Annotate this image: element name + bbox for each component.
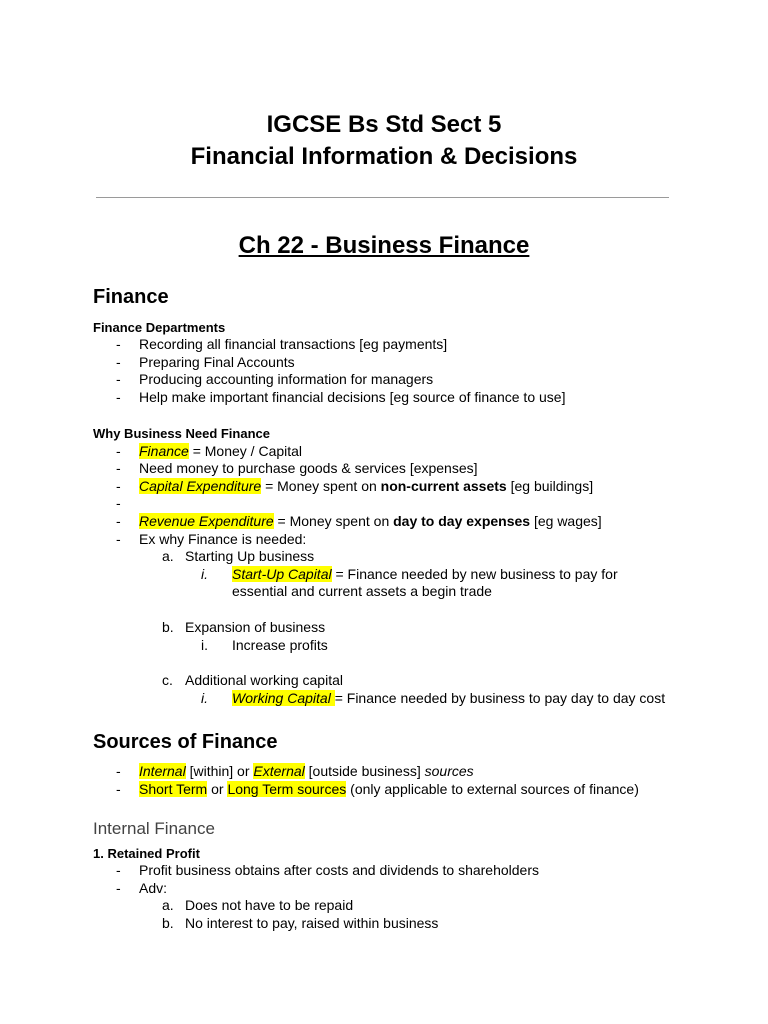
chapter-heading: Ch 22 - Business Finance xyxy=(238,232,530,259)
list-item: Ex why Finance is needed: xyxy=(139,531,307,547)
text: (only applicable to external sources of finance) xyxy=(346,781,639,797)
bullet-dash: - xyxy=(116,781,121,797)
subheading-retained-profit: 1. Retained Profit xyxy=(93,846,200,861)
bullet-dash: - xyxy=(116,862,121,878)
highlighted-term: Capital Expenditure xyxy=(139,478,262,494)
list-item: Adv: xyxy=(139,880,168,896)
list-marker: b. xyxy=(162,915,174,931)
list-marker: i. xyxy=(201,690,208,706)
subheading-why-business-need-finance: Why Business Need Finance xyxy=(93,426,270,441)
list-item-revenue-expenditure xyxy=(139,513,602,529)
list-item-continuation: essential and current assets a begin trade xyxy=(232,583,492,599)
highlighted-term: Finance xyxy=(139,443,189,459)
list-item-finance-definition xyxy=(139,443,302,459)
list-item: Help make important financial decisions [eg source of finance to use] xyxy=(139,389,566,405)
text: [outside business] xyxy=(304,763,425,779)
bullet-dash: - xyxy=(116,531,121,547)
document-title-line2: Financial Information & Decisions xyxy=(190,143,578,170)
list-item-internal-external xyxy=(139,763,474,779)
list-item-capital-expenditure xyxy=(139,478,593,494)
bold-text: day to day expenses xyxy=(393,513,531,529)
list-item: No interest to pay, raised within business xyxy=(185,915,439,931)
bullet-dash: - xyxy=(116,371,121,387)
bullet-dash: - xyxy=(116,389,121,405)
list-item: Preparing Final Accounts xyxy=(139,354,295,370)
bullet-dash: - xyxy=(116,495,121,511)
highlighted-term: Revenue Expenditure xyxy=(139,513,274,529)
bullet-dash: - xyxy=(116,763,121,779)
list-marker: a. xyxy=(162,548,174,564)
bullet-dash: - xyxy=(116,443,121,459)
list-item-startup-capital xyxy=(232,566,618,582)
highlighted-term: Internal xyxy=(139,763,186,779)
list-item: Increase profits xyxy=(232,637,328,653)
list-item: Expansion of business xyxy=(185,619,326,635)
text: [within] or xyxy=(185,763,254,779)
bullet-dash: - xyxy=(116,478,121,494)
highlighted-term: Working Capital xyxy=(232,690,335,706)
list-marker: a. xyxy=(162,897,174,913)
list-item: Starting Up business xyxy=(185,548,315,564)
bullet-dash: - xyxy=(116,880,121,896)
highlighted-term: External xyxy=(253,763,305,779)
list-item: Does not have to be repaid xyxy=(185,897,354,913)
list-item: Need money to purchase goods & services [expenses] xyxy=(139,460,478,476)
list-marker: c. xyxy=(162,672,173,688)
bullet-dash: - xyxy=(116,336,121,352)
list-item-short-long-term xyxy=(139,781,639,797)
list-item: Producing accounting information for managers xyxy=(139,371,434,387)
subheading-finance-departments: Finance Departments xyxy=(93,320,226,335)
list-marker: i. xyxy=(201,566,208,582)
list-marker: b. xyxy=(162,619,174,635)
list-item: Profit business obtains after costs and dividends to shareholders xyxy=(139,862,540,878)
subsection-heading-internal-finance: Internal Finance xyxy=(93,819,215,838)
document-title-line1: IGCSE Bs Std Sect 5 xyxy=(266,111,502,138)
highlighted-term: Start-Up Capital xyxy=(232,566,332,582)
definition-text: = Finance needed by business to pay day to day cost xyxy=(334,690,666,706)
text: or xyxy=(207,781,228,797)
definition-text: = Money / Capital xyxy=(188,443,303,459)
highlighted-term: Short Term xyxy=(139,781,208,797)
section-heading-finance: Finance xyxy=(93,286,169,308)
section-heading-sources-of-finance: Sources of Finance xyxy=(93,731,278,753)
bullet-dash: - xyxy=(116,460,121,476)
list-item: Recording all financial transactions [eg payments] xyxy=(139,336,448,352)
list-marker: i. xyxy=(201,637,208,653)
definition-text: [eg buildings] xyxy=(506,478,594,494)
definition-text: = Money spent on xyxy=(261,478,381,494)
list-item-working-capital xyxy=(232,690,665,706)
highlighted-term: Long Term sources xyxy=(227,781,347,797)
bullet-dash: - xyxy=(116,513,121,529)
definition-text: [eg wages] xyxy=(530,513,602,529)
bold-text: non-current assets xyxy=(380,478,507,494)
italic-text: sources xyxy=(424,763,474,779)
definition-text: = Finance needed by new business to pay for xyxy=(331,566,618,582)
list-item: Additional working capital xyxy=(185,672,343,688)
bullet-dash: - xyxy=(116,354,121,370)
definition-text: = Money spent on xyxy=(273,513,394,529)
horizontal-rule xyxy=(96,197,669,198)
